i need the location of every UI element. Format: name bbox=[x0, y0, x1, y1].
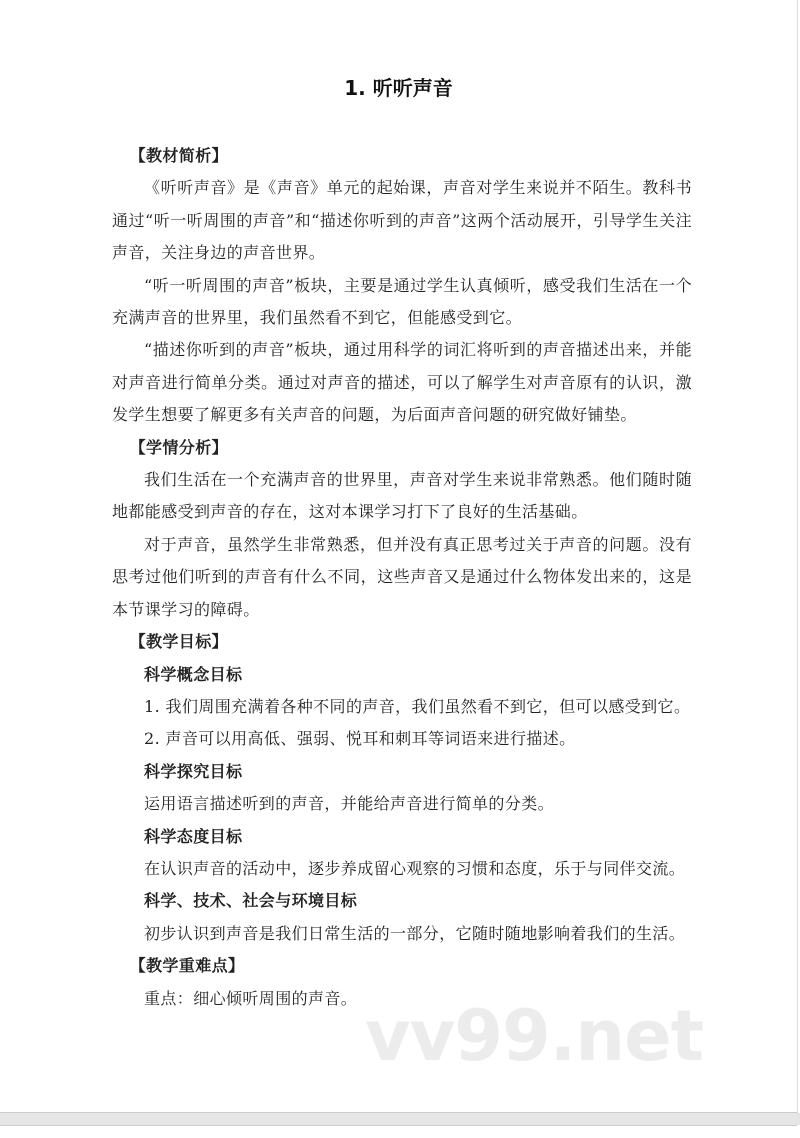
subheading: 科学、技术、社会与环境目标 bbox=[144, 891, 358, 911]
page-gap bbox=[0, 1113, 800, 1125]
subheading: 科学态度目标 bbox=[144, 826, 243, 846]
paragraph: “听一听周围的声音”板块，主要是通过学生认真倾听，感受我们生活在一个充满声音的世界里，我们虽然看不到它，但能感受到它。 bbox=[112, 275, 692, 328]
page-title: 1. 听听声音 bbox=[344, 76, 453, 100]
paragraph: 《听听声音》是《声音》单元的起始课，声音对学生来说并不陌生。教科书通过“听一听周围的声音”和“描述你听到的声音”这两个活动展开，引导学生关注声音，关注身边的声音世界。 bbox=[112, 178, 692, 263]
next-page-edge bbox=[0, 1125, 797, 1138]
paragraph: 重点：细心倾听周围的声音。 bbox=[144, 988, 358, 1008]
paragraph: 在认识声音的活动中，逐步养成留心观察的习惯和态度，乐于与同伴交流。 bbox=[144, 858, 686, 878]
paragraph: 运用语言描述听到的声音，并能给声音进行简单的分类。 bbox=[144, 794, 555, 814]
subheading: 科学探究目标 bbox=[144, 761, 243, 781]
document-body bbox=[112, 140, 692, 1015]
paragraph: 对于声音，虽然学生非常熟悉，但并没有真正思考过关于声音的问题。没有思考过他们听到的声音有什么不同，这些声音又是通过什么物体发出来的，这是本节课学习的障碍。 bbox=[112, 534, 692, 619]
section-heading: 【教学目标】 bbox=[129, 632, 228, 652]
list-item: 2. 声音可以用高低、强弱、悦耳和刺耳等词语来进行描述。 bbox=[144, 729, 576, 749]
paragraph: 初步认识到声音是我们日常生活的一部分，它随时随地影响着我们的生活。 bbox=[144, 923, 686, 943]
watermark: vv99.net bbox=[365, 995, 704, 1077]
section-heading: 【教学重难点】 bbox=[129, 956, 245, 976]
section-heading: 【教材简析】 bbox=[129, 146, 228, 165]
section-heading: 【学情分析】 bbox=[129, 437, 228, 457]
list-item: 1. 我们周围充满着各种不同的声音，我们虽然看不到它，但可以感受到它。 bbox=[144, 696, 691, 716]
paragraph: 我们生活在一个充满声音的世界里，声音对学生来说非常熟悉。他们随时随地都能感受到声音的存在，这对本课学习打下了良好的生活基础。 bbox=[112, 470, 692, 522]
subheading: 科学概念目标 bbox=[144, 664, 243, 684]
paragraph: “描述你听到的声音”板块，通过用科学的词汇将听到的声音描述出来，并能对声音进行简单分类。通过对声音的描述，可以了解学生对声音原有的认识，激发学生想要了解更多有关声音的问题，为后面声音问题的研究做好铺垫。 bbox=[112, 340, 692, 425]
